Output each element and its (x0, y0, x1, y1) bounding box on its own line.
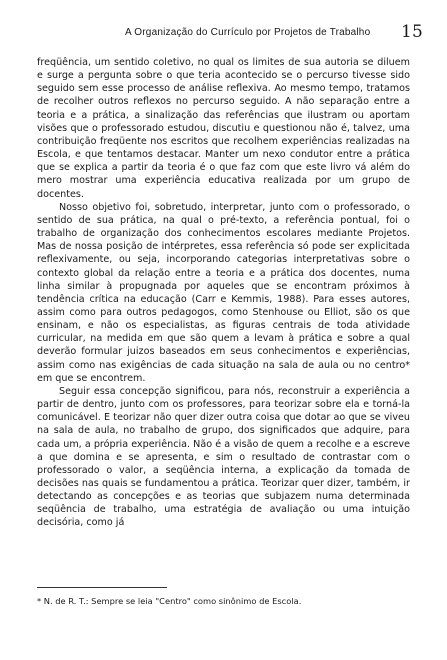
footnote: * N. de R. T.: Sempre se leia "Centro" como sinônimo de Escola. (37, 596, 302, 606)
page-number: 15 (401, 22, 424, 42)
body-text (37, 56, 410, 530)
paragraph: Nosso objetivo foi, sobretudo, interpretar, junto com o professorado, o sentido de sua prática, na qual o pré-texto, a referência pontual, foi o trabalho de organização dos conhecimentos escolares mediante Projetos. Mas de nossa posição de intérpretes, essa referência só pode ser explicitada reflexivamente, ou seja, incorporando categorias interpretativas sobre o contexto global da relação entre a teoria e a prática dos docentes, numa linha similar à propugnada por aqueles que se encontram próximos à tendência crítica na educação (Carr e Kemmis, 1988). Para esses autores, assim como para outros pedagogos, como Stenhouse ou Elliot, são os que ensinam, e não os especialistas, as figuras centrais de toda atividade curricular, na medida em que são quem a levam à prática e sobre a qual deverão formular juizos baseados em seus conhecimentos e experiências, assim como nas exigências de cada situação na sala de aula ou no centro* em que se encontrem. (37, 201, 410, 384)
running-header (125, 22, 425, 42)
header-title: A Organização do Currículo por Projetos de Trabalho (125, 27, 371, 38)
paragraph: Seguir essa concepção significou, para nós, reconstruir a experiência a partir de dentro, junto com os professores, para teorizar sobre ela e torná-la comunicável. E teorizar não quer dizer outra coisa que dotar ao que se viveu na sala de aula, no trabalho de grupo, dos significados que adquire, para cada um, a própria experiência. Não é a visão de quem a recolhe e a escreve a que domina e se apresenta, e sim o resultado de contrastar com o professorado o valor, a seqüência interna, a explicação da tomada de decisões nas quais se fundamentou a prática. Teorizar quer dizer, também, ir detectando as concepções e as teorias que subjazem numa determinada seqüência de trabalho, uma estratégia de avaliação ou uma intuição decisória, como já (37, 385, 410, 529)
footnote-divider (37, 587, 167, 588)
paragraph: freqüência, um sentido coletivo, no qual os limites de sua autoria se diluem e surge a pergunta sobre o que teria acontecido se o percurso tivesse sido seguido sem esse processo de análise reflexiva. Ao mesmo tempo, tratamos de recolher outros reflexos no percurso seguido. A não separação entre a teoria e a prática, a sinalização das referências que ilustram ou aportam visões que o professorado estudou, discutiu e questionou não é, talvez, uma contribuição freqüente nos escritos que recolhem experiências realizadas na Escola, e que tentamos destacar. Manter um nexo condutor entre a prática que se explica a partir da teoria é o que faz com que este livro vá além do mero mostrar uma experiência educativa realizada por um grupo de docentes. (37, 57, 410, 200)
